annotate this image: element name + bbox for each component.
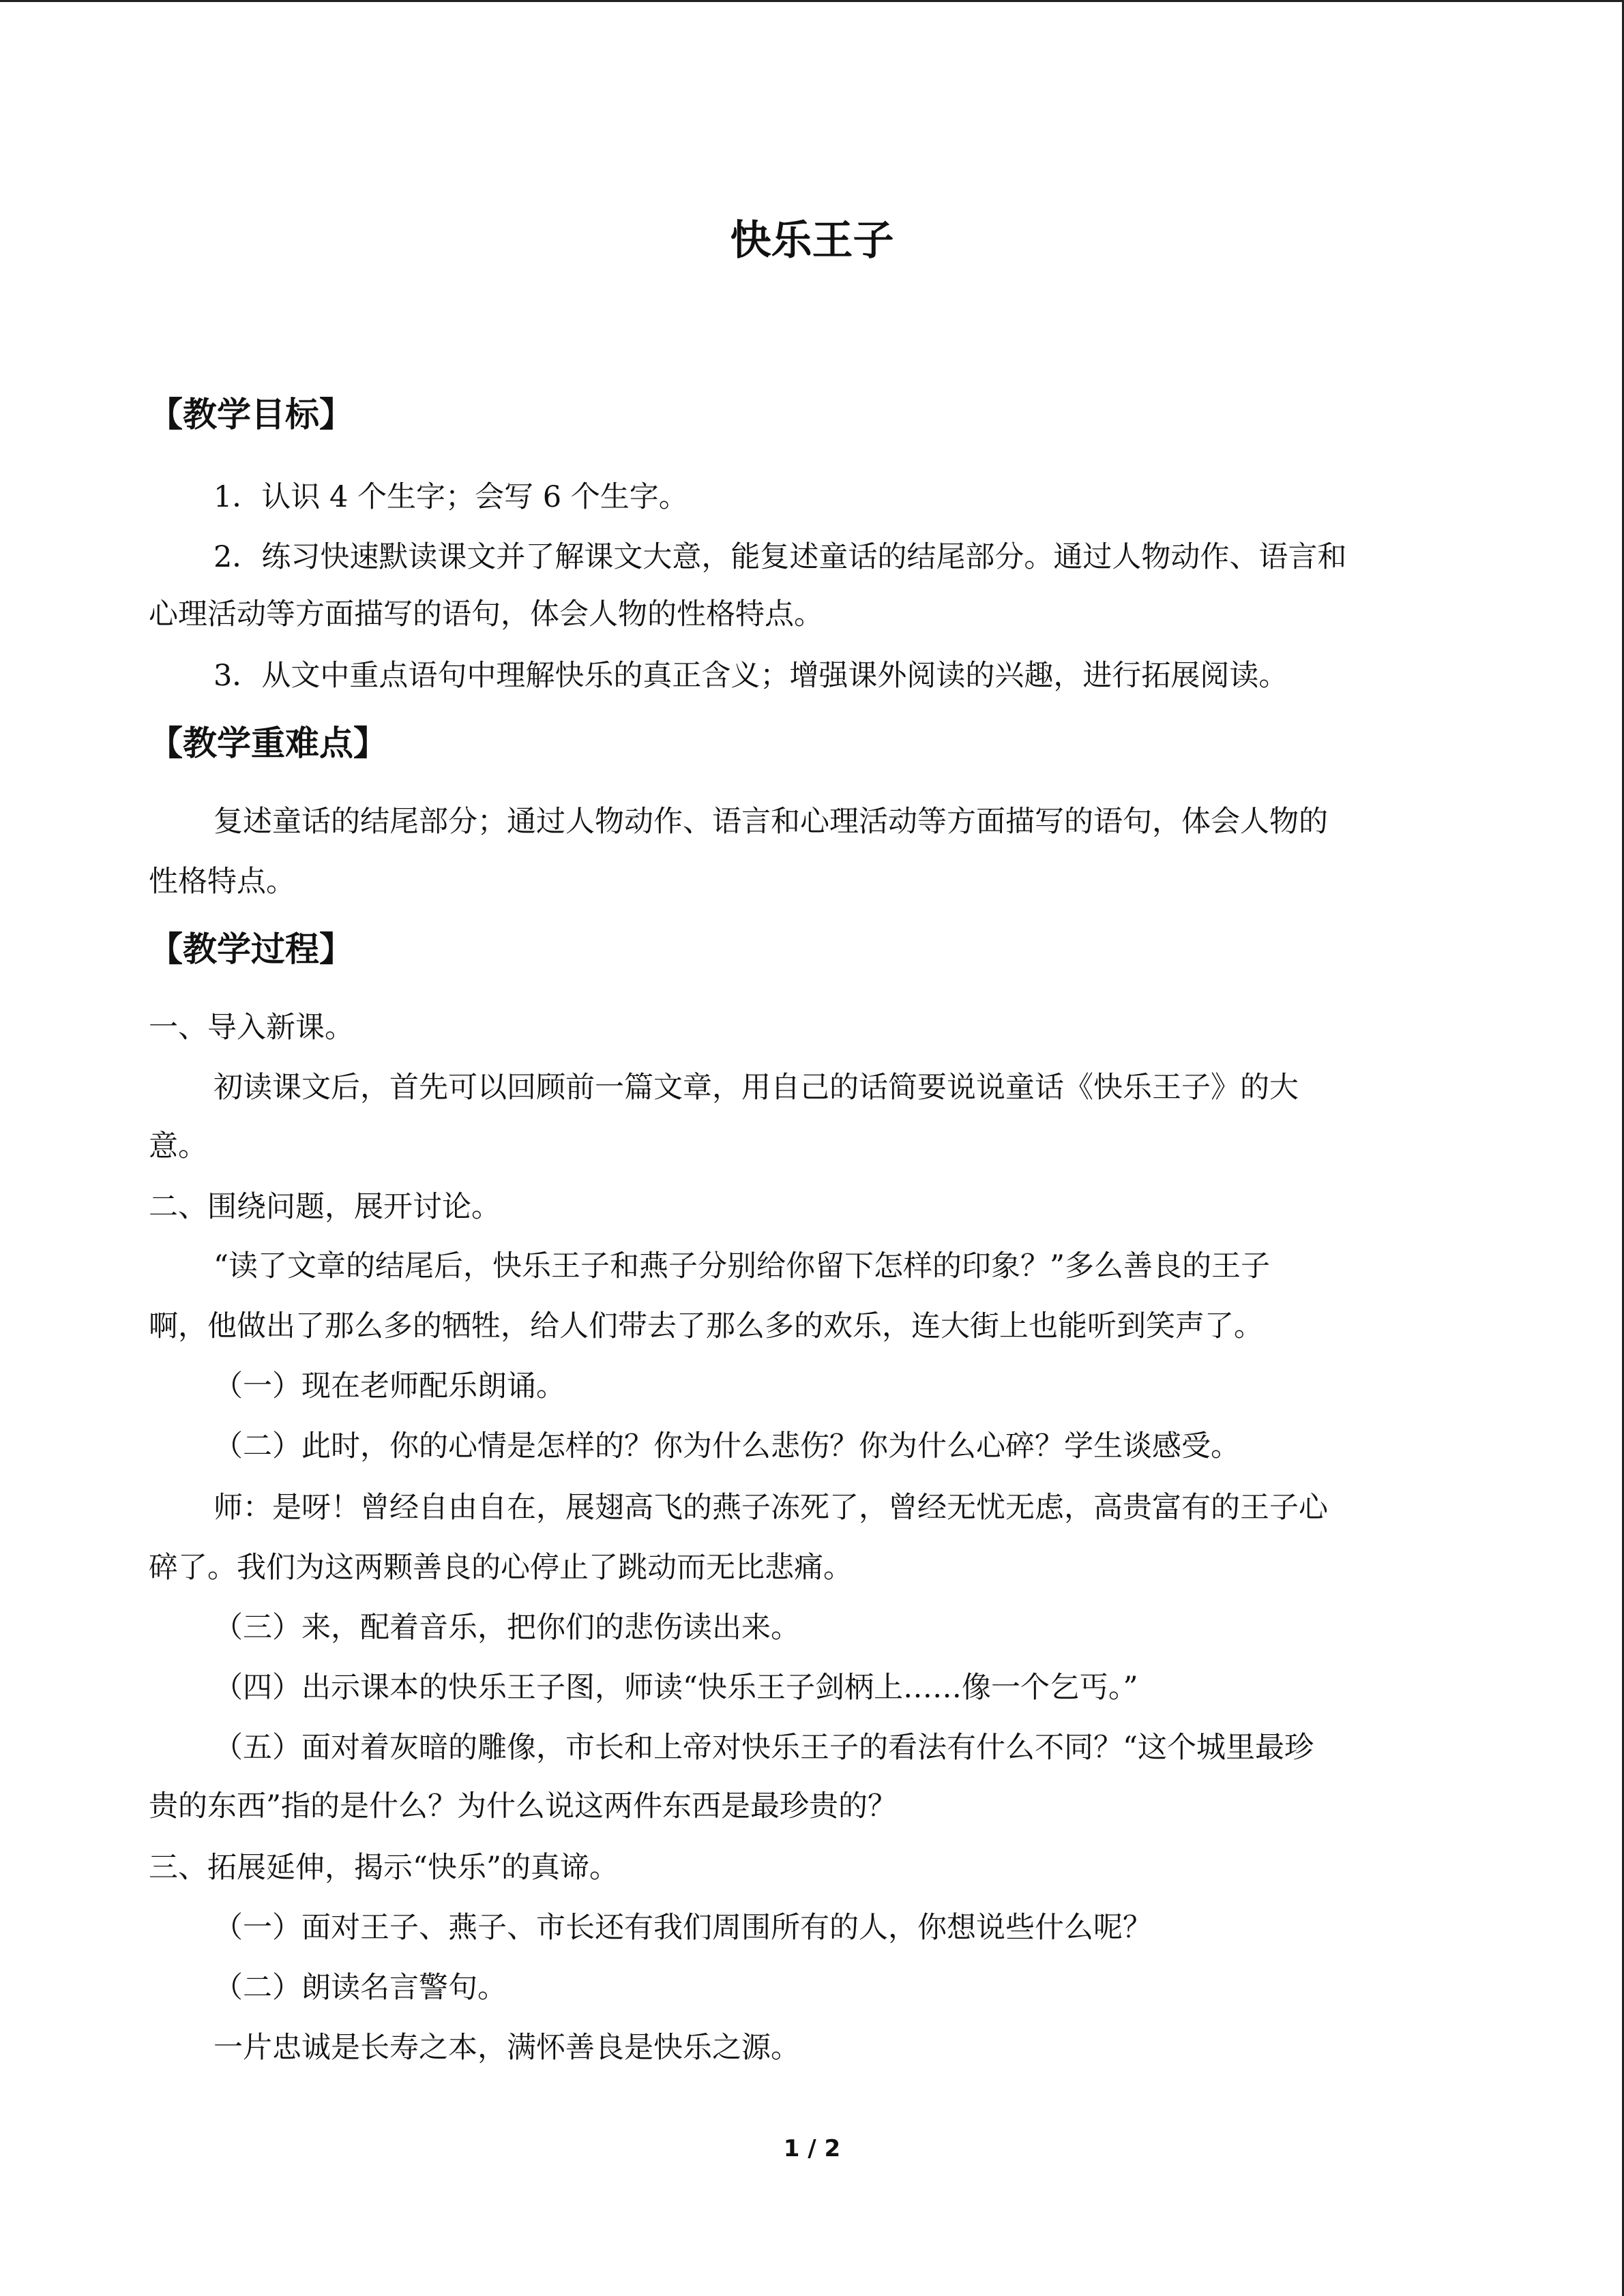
paragraph-line: 碎了。我们为这两颗善良的心停止了跳动而无比悲痛。 [149, 1551, 853, 1585]
paragraph-line: 1．认识 4 个生字；会写 6 个生字。 [213, 480, 688, 514]
paragraph-line: 2．练习快速默读课文并了解课文大意，能复述童话的结尾部分。通过人物动作、语言和 [213, 540, 1347, 574]
paragraph-line: 一片忠诚是长寿之本，满怀善良是快乐之源。 [213, 2031, 800, 2065]
paragraph-line: 贵的东西”指的是什么？为什么说这两件东西是最珍贵的？ [149, 1789, 897, 1823]
paragraph-line: 三、拓展延伸，揭示“快乐”的真谛。 [149, 1851, 619, 1885]
section-heading-objectives: 【教学目标】 [149, 395, 353, 434]
paragraph-line: 复述童话的结尾部分；通过人物动作、语言和心理活动等方面描写的语句，体会人物的 [213, 805, 1328, 839]
paragraph-line: 性格特点。 [149, 865, 295, 899]
paragraph-line: 3．从文中重点语句中理解快乐的真正含义；增强课外阅读的兴趣，进行拓展阅读。 [213, 659, 1288, 693]
section-heading-key-points: 【教学重难点】 [149, 724, 387, 763]
page-title: 快乐王子 [730, 217, 894, 265]
paragraph-line: 二、围绕问题，展开讨论。 [149, 1190, 501, 1224]
paragraph-line: 意。 [149, 1129, 207, 1163]
page-number: 1 / 2 [783, 2135, 841, 2162]
paragraph-line: “读了文章的结尾后，快乐王子和燕子分别给你留下怎样的印象？”多么善良的王子 [213, 1249, 1270, 1283]
paragraph-line: 啊，他做出了那么多的牺牲，给人们带去了那么多的欢乐，连大街上也能听到笑声了。 [149, 1309, 1263, 1343]
paragraph-line: 师：是呀！曾经自由自在，展翅高飞的燕子冻死了，曾经无忧无虑，高贵富有的王子心 [213, 1491, 1328, 1525]
page-border-top [0, 0, 1624, 2]
paragraph-line: 初读课文后，首先可以回顾前一篇文章，用自己的话简要说说童话《快乐王子》的大 [213, 1071, 1299, 1105]
paragraph-line: （二）此时，你的心情是怎样的？你为什么悲伤？你为什么心碎？学生谈感受。 [213, 1429, 1240, 1463]
paragraph-line: （一）面对王子、燕子、市长还有我们周围所有的人，你想说些什么呢？ [213, 1911, 1152, 1945]
paragraph-line: 一、导入新课。 [149, 1011, 354, 1045]
paragraph-line: 心理活动等方面描写的语句，体会人物的性格特点。 [149, 597, 823, 631]
paragraph-line: （三）来，配着音乐，把你们的悲伤读出来。 [213, 1611, 800, 1645]
paragraph-line: （四）出示课本的快乐王子图，师读“快乐王子剑柄上……像一个乞丐。” [213, 1671, 1138, 1705]
section-heading-process: 【教学过程】 [149, 929, 353, 969]
paragraph-line: （一）现在老师配乐朗诵。 [213, 1369, 565, 1403]
paragraph-line: （五）面对着灰暗的雕像，市长和上帝对快乐王子的看法有什么不同？“这个城里最珍 [213, 1731, 1314, 1765]
paragraph-line: （二）朗读名言警句。 [213, 1971, 507, 2005]
